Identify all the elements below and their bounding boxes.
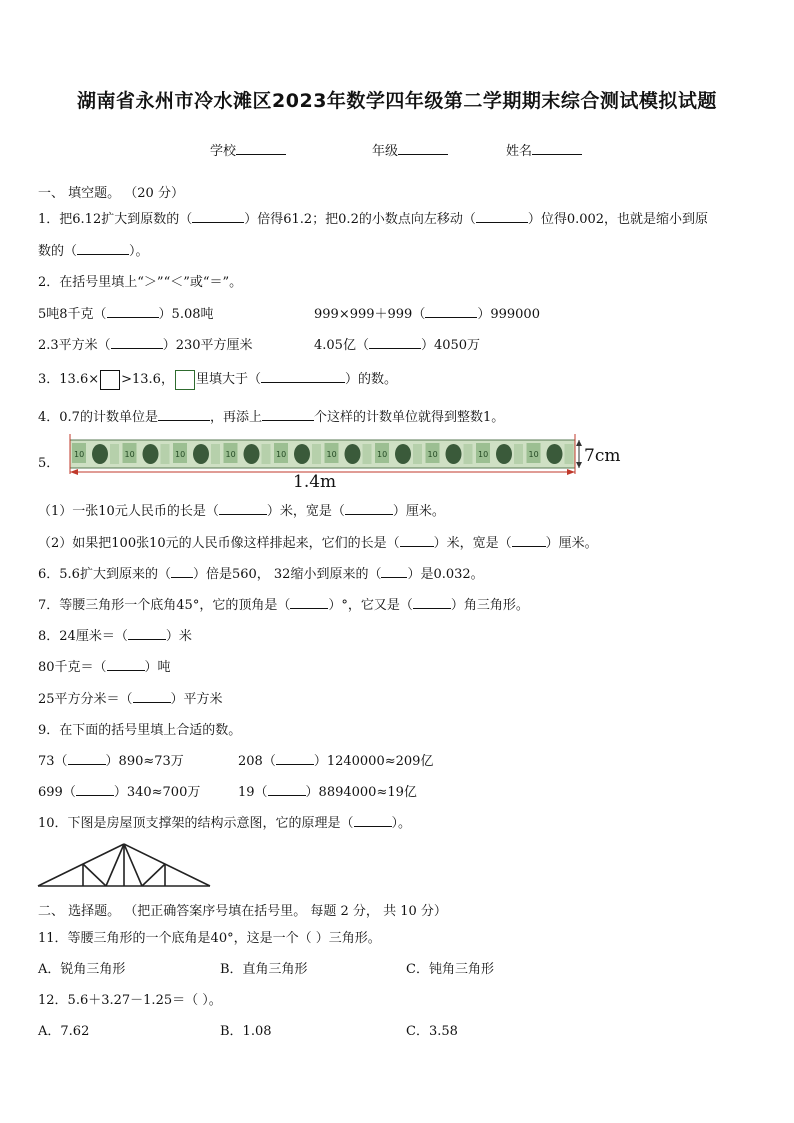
q10-text-b: ）。 <box>391 816 412 831</box>
q2-row1-right <box>314 303 540 322</box>
school-blank[interactable] <box>236 142 286 155</box>
q5-1-text-c: ）厘米。 <box>392 504 445 519</box>
q5-2-blank-1[interactable] <box>400 534 434 547</box>
q2-row2-right <box>314 334 480 353</box>
q2-r2l-text-a: 2.3平方米（ <box>38 338 111 353</box>
q9-r2l-text-a: 699（ <box>38 785 76 800</box>
q7-blank-1[interactable] <box>290 596 328 609</box>
section-1-heading: 一、 填空题。 （20 分） <box>38 186 184 201</box>
q8-blank-2[interactable] <box>107 658 145 671</box>
q5-2-text-c: ）厘米。 <box>545 536 598 551</box>
square-box-icon <box>175 370 195 390</box>
question-5-number: 5． <box>38 456 60 471</box>
q5-2-text-b: ）米，宽是（ <box>433 536 512 551</box>
q5-1-text-b: ）米，宽是（ <box>266 504 345 519</box>
q8-2-text-b: ）吨 <box>144 660 171 675</box>
question-1-cont <box>38 240 149 259</box>
q2-r2r-text-b: ）4050万 <box>420 338 481 353</box>
q9-r1r-text-a: 208（ <box>238 754 276 769</box>
q8-text-b: ）米 <box>165 629 192 644</box>
q3-text-c: 里填大于（ <box>195 372 261 387</box>
school-label: 学校 <box>210 144 237 159</box>
q4-blank-2[interactable] <box>262 408 314 421</box>
q9-row1-right <box>238 750 433 769</box>
q8-3-text-a: 25平方分米＝（ <box>38 692 133 707</box>
q2-r1l-text-b: ）5.08吨 <box>158 307 214 322</box>
q5-1-text-a: （1）一张10元人民币的长是（ <box>38 504 219 519</box>
question-8-3 <box>38 688 223 707</box>
question-11: 11．等腰三角形的一个底角是40°，这是一个（ ）三角形。 <box>38 931 381 946</box>
q6-blank-1[interactable] <box>171 565 193 578</box>
q4-text-b: ，再添上 <box>209 410 262 425</box>
q2-blank-3[interactable] <box>111 336 163 349</box>
q7-text-c: ）角三角形。 <box>450 598 529 613</box>
q9-blank-4[interactable] <box>268 783 306 796</box>
roof-truss-diagram <box>36 840 212 890</box>
q2-blank-2[interactable] <box>425 305 477 318</box>
q9-blank-3[interactable] <box>76 783 114 796</box>
q2-row2-left <box>38 334 253 353</box>
question-3 <box>38 368 397 390</box>
section-2-heading: 二、 选择题。 （把正确答案序号填在括号里。 每题 2 分， 共 10 分） <box>38 904 447 919</box>
q1-text-d: 数的（ <box>38 244 78 259</box>
school-field <box>210 140 286 159</box>
q6-text-a: 6．5.6扩大到原来的（ <box>38 567 171 582</box>
q5-1-blank-2[interactable] <box>345 502 393 515</box>
q7-text-b: ）°，它又是（ <box>328 598 413 613</box>
q1-text-b: ）倍得61.2；把0.2的小数点向左移动（ <box>244 212 476 227</box>
q4-text-a: 4．0.7的计数单位是 <box>38 410 158 425</box>
q12-option-c[interactable]: C．3.58 <box>406 1024 458 1039</box>
q9-row2-left <box>38 781 200 800</box>
q7-text-a: 7．等腰三角形一个底角45°，它的顶角是（ <box>38 598 291 613</box>
q8-text-a: 8．24厘米＝（ <box>38 629 128 644</box>
note-width-label: 7cm <box>584 446 621 466</box>
q3-blank[interactable] <box>261 370 345 383</box>
question-6 <box>38 563 484 582</box>
q2-r1r-text-a: 999×999＋999（ <box>314 307 426 322</box>
q2-r2l-text-b: ）230平方厘米 <box>162 338 253 353</box>
question-8 <box>38 625 192 644</box>
q5-2-blank-2[interactable] <box>512 534 546 547</box>
q2-r1l-text-a: 5吨8千克（ <box>38 307 107 322</box>
q6-text-c: ）是0.032。 <box>407 567 484 582</box>
q10-blank[interactable] <box>354 814 392 827</box>
q9-r2r-text-a: 19（ <box>238 785 268 800</box>
q6-text-b: ）倍是560， 32缩小到原来的（ <box>192 567 382 582</box>
note-length-label: 1.4m <box>293 472 337 492</box>
question-2: 2．在括号里填上“＞”“＜”或“＝”。 <box>38 275 243 290</box>
q1-text-a: 1．把6.12扩大到原数的（ <box>38 212 193 227</box>
q12-option-a[interactable]: A．7.62 <box>38 1024 90 1039</box>
q9-blank-2[interactable] <box>276 752 314 765</box>
answer-square-box[interactable] <box>100 370 120 390</box>
grade-blank[interactable] <box>398 142 448 155</box>
q2-r1r-text-b: ）999000 <box>477 307 540 322</box>
q10-text-a: 10．下图是房屋顶支撑架的结构示意图，它的原理是（ <box>38 816 354 831</box>
q9-r1l-text-b: ）890≈73万 <box>105 754 184 769</box>
grade-label: 年级 <box>372 144 399 159</box>
q8-blank-1[interactable] <box>128 627 166 640</box>
banknote-figure <box>38 428 678 498</box>
q9-r1l-text-a: 73（ <box>38 754 68 769</box>
q3-text-b: >13.6， <box>121 372 174 387</box>
question-4 <box>38 406 504 425</box>
q9-row1-left <box>38 750 184 769</box>
q3-text-d: ）的数。 <box>344 372 397 387</box>
q1-blank-1[interactable] <box>192 210 244 223</box>
q2-r2r-text-a: 4.05亿（ <box>314 338 369 353</box>
q9-r2r-text-b: ）8894000≈19亿 <box>305 785 417 800</box>
banknote-row-image <box>38 428 678 498</box>
q2-blank-4[interactable] <box>369 336 421 349</box>
page-title: 湖南省永州市冷水滩区2023年数学四年级第二学期期末综合测试模拟试题 <box>77 90 717 112</box>
q9-r2l-text-b: ）340≈700万 <box>113 785 201 800</box>
q9-blank-1[interactable] <box>68 752 106 765</box>
question-12: 12．5.6＋3.27－1.25＝（ ）。 <box>38 993 222 1008</box>
grade-field <box>372 140 448 159</box>
question-9: 9．在下面的括号里填上合适的数。 <box>38 723 242 738</box>
q6-blank-2[interactable] <box>381 565 407 578</box>
q8-2-text-a: 80千克＝（ <box>38 660 107 675</box>
question-5-2 <box>38 532 598 551</box>
q4-text-c: 个这样的计数单位就得到整数1。 <box>313 410 505 425</box>
q8-blank-3[interactable] <box>133 690 171 703</box>
name-blank[interactable] <box>532 142 582 155</box>
q5-2-text-a: （2）如果把100张10元的人民币像这样排起来，它们的长是（ <box>38 536 400 551</box>
q1-blank-2[interactable] <box>476 210 528 223</box>
q7-blank-2[interactable] <box>413 596 451 609</box>
question-10 <box>38 812 411 831</box>
q9-row2-right <box>238 781 417 800</box>
q1-text-e: ）。 <box>129 244 149 259</box>
q11-option-b[interactable]: B．直角三角形 <box>220 962 308 977</box>
name-field <box>506 140 582 159</box>
q5-1-blank-1[interactable] <box>219 502 267 515</box>
name-label: 姓名 <box>506 144 533 159</box>
question-8-2 <box>38 656 171 675</box>
question-1 <box>38 208 708 227</box>
q1-text-c: ）位得0.002，也就是缩小到原 <box>527 212 709 227</box>
q11-option-c[interactable]: C．钝角三角形 <box>406 962 494 977</box>
q3-text-a: 3．13.6× <box>38 372 100 387</box>
question-7 <box>38 594 529 613</box>
q4-blank-1[interactable] <box>158 408 210 421</box>
q2-row1-left <box>38 303 214 322</box>
q2-blank-1[interactable] <box>107 305 159 318</box>
question-5-1 <box>38 500 445 519</box>
q9-r1r-text-b: ）1240000≈209亿 <box>313 754 434 769</box>
q11-option-a[interactable]: A．锐角三角形 <box>38 962 126 977</box>
q8-3-text-b: ）平方米 <box>170 692 223 707</box>
q1-blank-3[interactable] <box>77 242 129 255</box>
q12-option-b[interactable]: B．1.08 <box>220 1024 272 1039</box>
